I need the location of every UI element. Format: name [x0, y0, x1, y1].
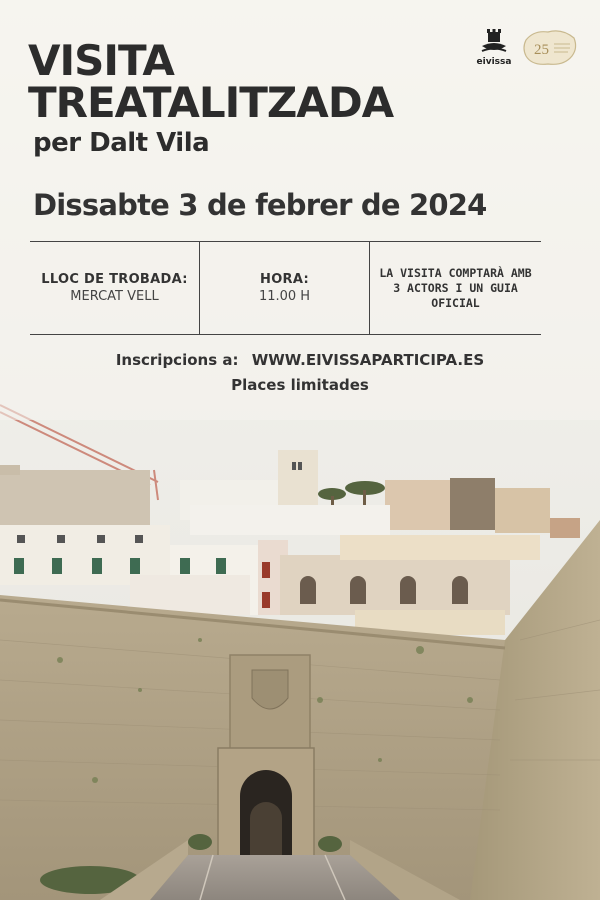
registration-label: Inscripcions a: [115, 351, 239, 369]
limited-places: Places limitades [231, 376, 369, 394]
eivissa-logo [474, 26, 514, 70]
actors-notice: LA VISITA COMPTARÀ AMB 3 ACTORS I UN GUIA OFICIAL [379, 265, 532, 310]
time-label: HORA: [260, 272, 309, 287]
registration-line [0, 351, 600, 369]
anniversary-number: 25 [534, 42, 549, 58]
event-subtitle: per Dalt Vila [33, 128, 210, 158]
time-cell [200, 242, 370, 334]
registration-url[interactable]: WWW.EIVISSAPARTICIPA.ES [251, 351, 485, 369]
title-line-2: TREATALITZADA [28, 78, 394, 127]
time-value: 11.00 H [258, 289, 311, 304]
eivissa-wordmark: eivissa [476, 57, 512, 67]
event-title [28, 36, 394, 127]
info-table [30, 241, 541, 335]
event-date: Dissabte 3 de febrer de 2024 [33, 188, 487, 222]
notice-cell [370, 242, 541, 334]
castle-icon [474, 26, 514, 58]
title-line-1: VISITA [28, 36, 174, 85]
meeting-point-label: LLOC DE TROBADA: [41, 272, 188, 287]
meeting-point-value: MERCAT VELL [70, 289, 159, 304]
meeting-point-cell [30, 242, 200, 334]
anniversary-25-logo [520, 26, 580, 68]
logos [474, 26, 592, 70]
